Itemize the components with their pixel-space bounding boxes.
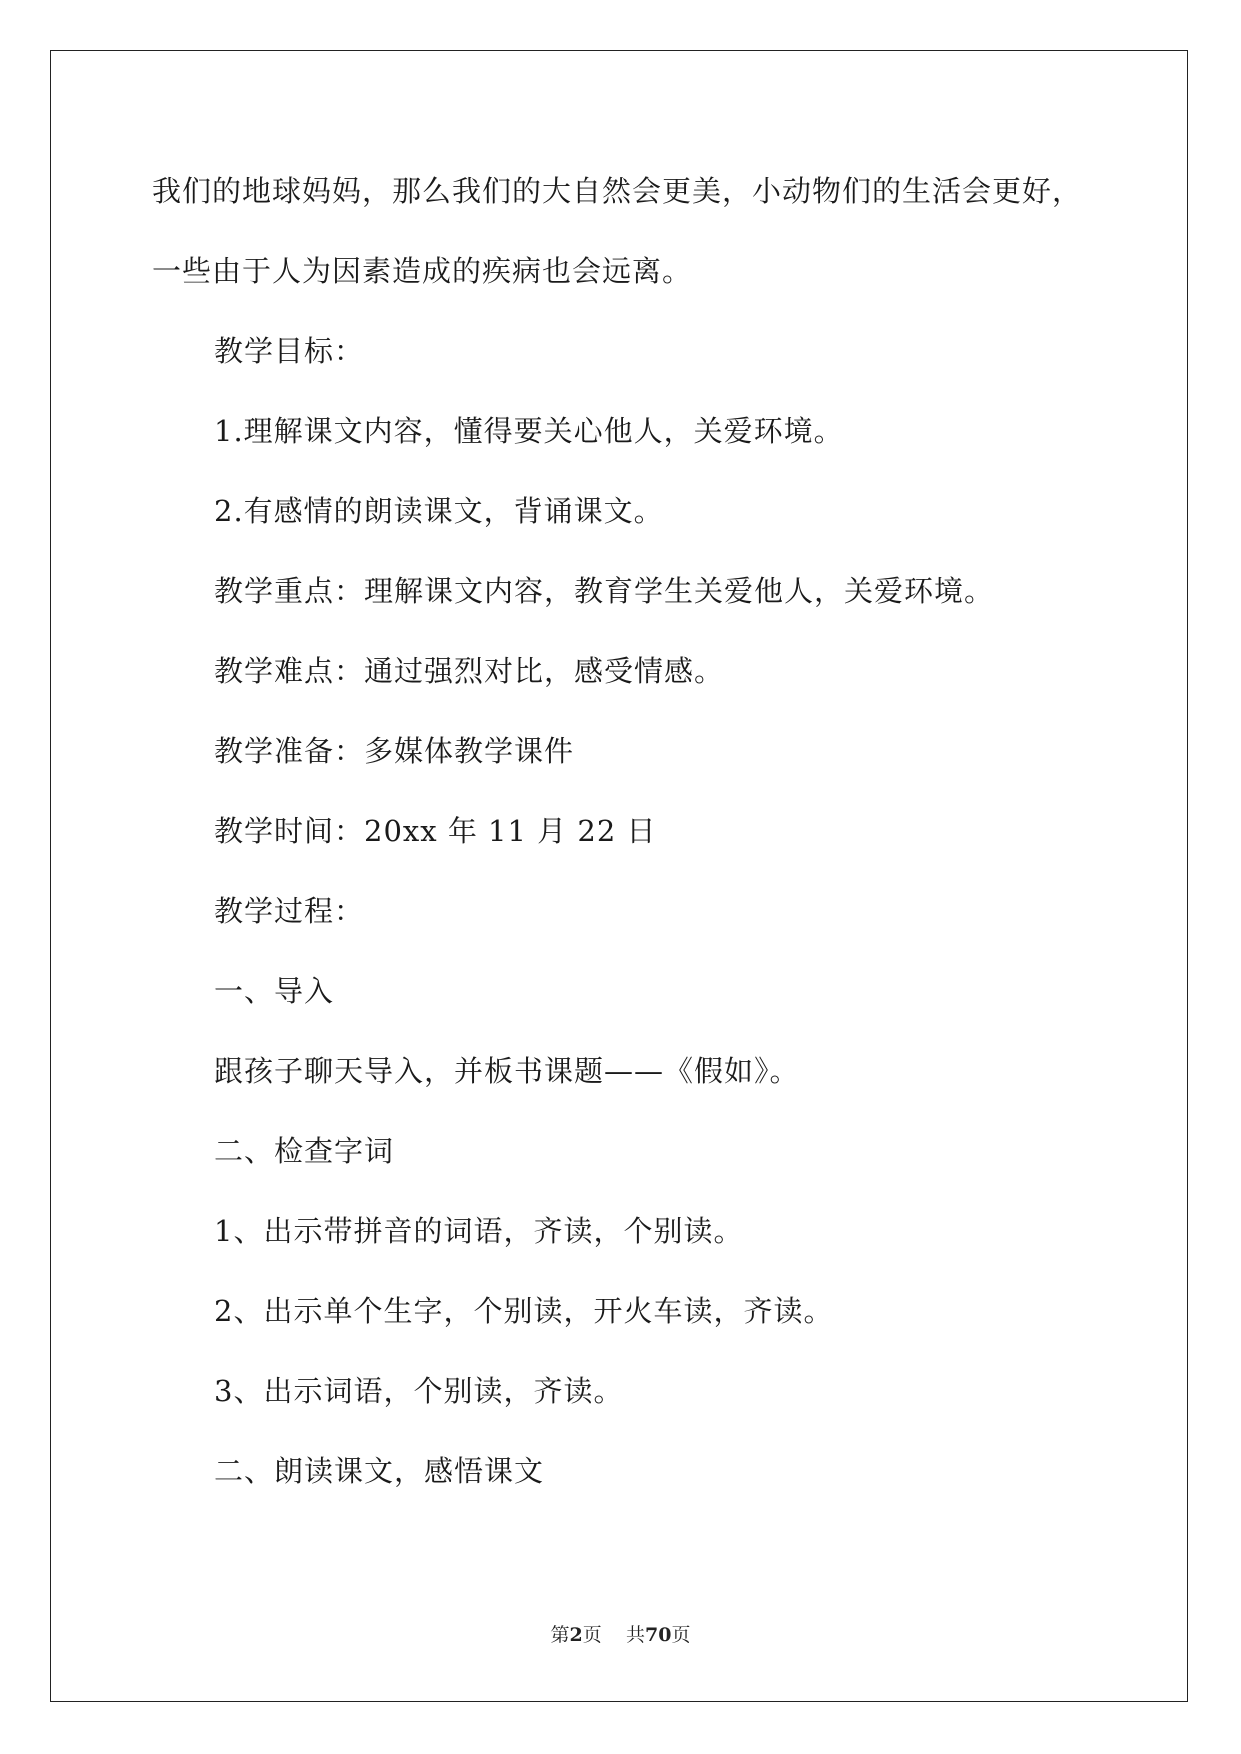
page-footer <box>0 1620 1241 1647</box>
total-pages: 70 <box>644 1624 672 1646</box>
preparation: 教学准备：多媒体教学课件 <box>214 734 575 768</box>
teaching-time: 教学时间：20xx 年 11 月 22 日 <box>214 814 657 848</box>
objective-item: 1.理解课文内容，懂得要关心他人，关爱环境。 <box>214 414 844 448</box>
list-item: 3、出示词语，个别读，齐读。 <box>214 1374 624 1408</box>
list-item: 1、出示带拼音的词语，齐读，个别读。 <box>214 1214 744 1248</box>
difficult-points: 教学难点：通过强烈对比，感受情感。 <box>214 654 725 688</box>
step-heading: 一、导入 <box>214 974 335 1008</box>
total-suffix: 页 <box>671 1624 691 1646</box>
page-prefix: 第 <box>550 1624 570 1646</box>
document-body <box>152 164 1112 1524</box>
step-heading: 二、朗读课文，感悟课文 <box>214 1454 545 1488</box>
page-number: 2 <box>569 1624 583 1646</box>
objective-item: 2.有感情的朗读课文，背诵课文。 <box>214 494 664 528</box>
paragraph-line: 我们的地球妈妈，那么我们的大自然会更美，小动物们的生活会更好， <box>152 174 1083 208</box>
step-heading: 二、检查字词 <box>214 1134 395 1168</box>
page-suffix: 页 <box>582 1624 602 1646</box>
section-heading-process: 教学过程： <box>214 894 365 928</box>
key-points: 教学重点：理解课文内容，教育学生关爱他人，关爱环境。 <box>214 574 995 608</box>
total-prefix: 共 <box>625 1624 645 1646</box>
section-heading-objectives: 教学目标： <box>214 334 365 368</box>
list-item: 2、出示单个生字，个别读，开火车读，齐读。 <box>214 1294 834 1328</box>
paragraph-line: 跟孩子聊天导入，并板书课题——《假如》。 <box>214 1054 800 1088</box>
paragraph-line: 一些由于人为因素造成的疾病也会远离。 <box>152 254 693 288</box>
